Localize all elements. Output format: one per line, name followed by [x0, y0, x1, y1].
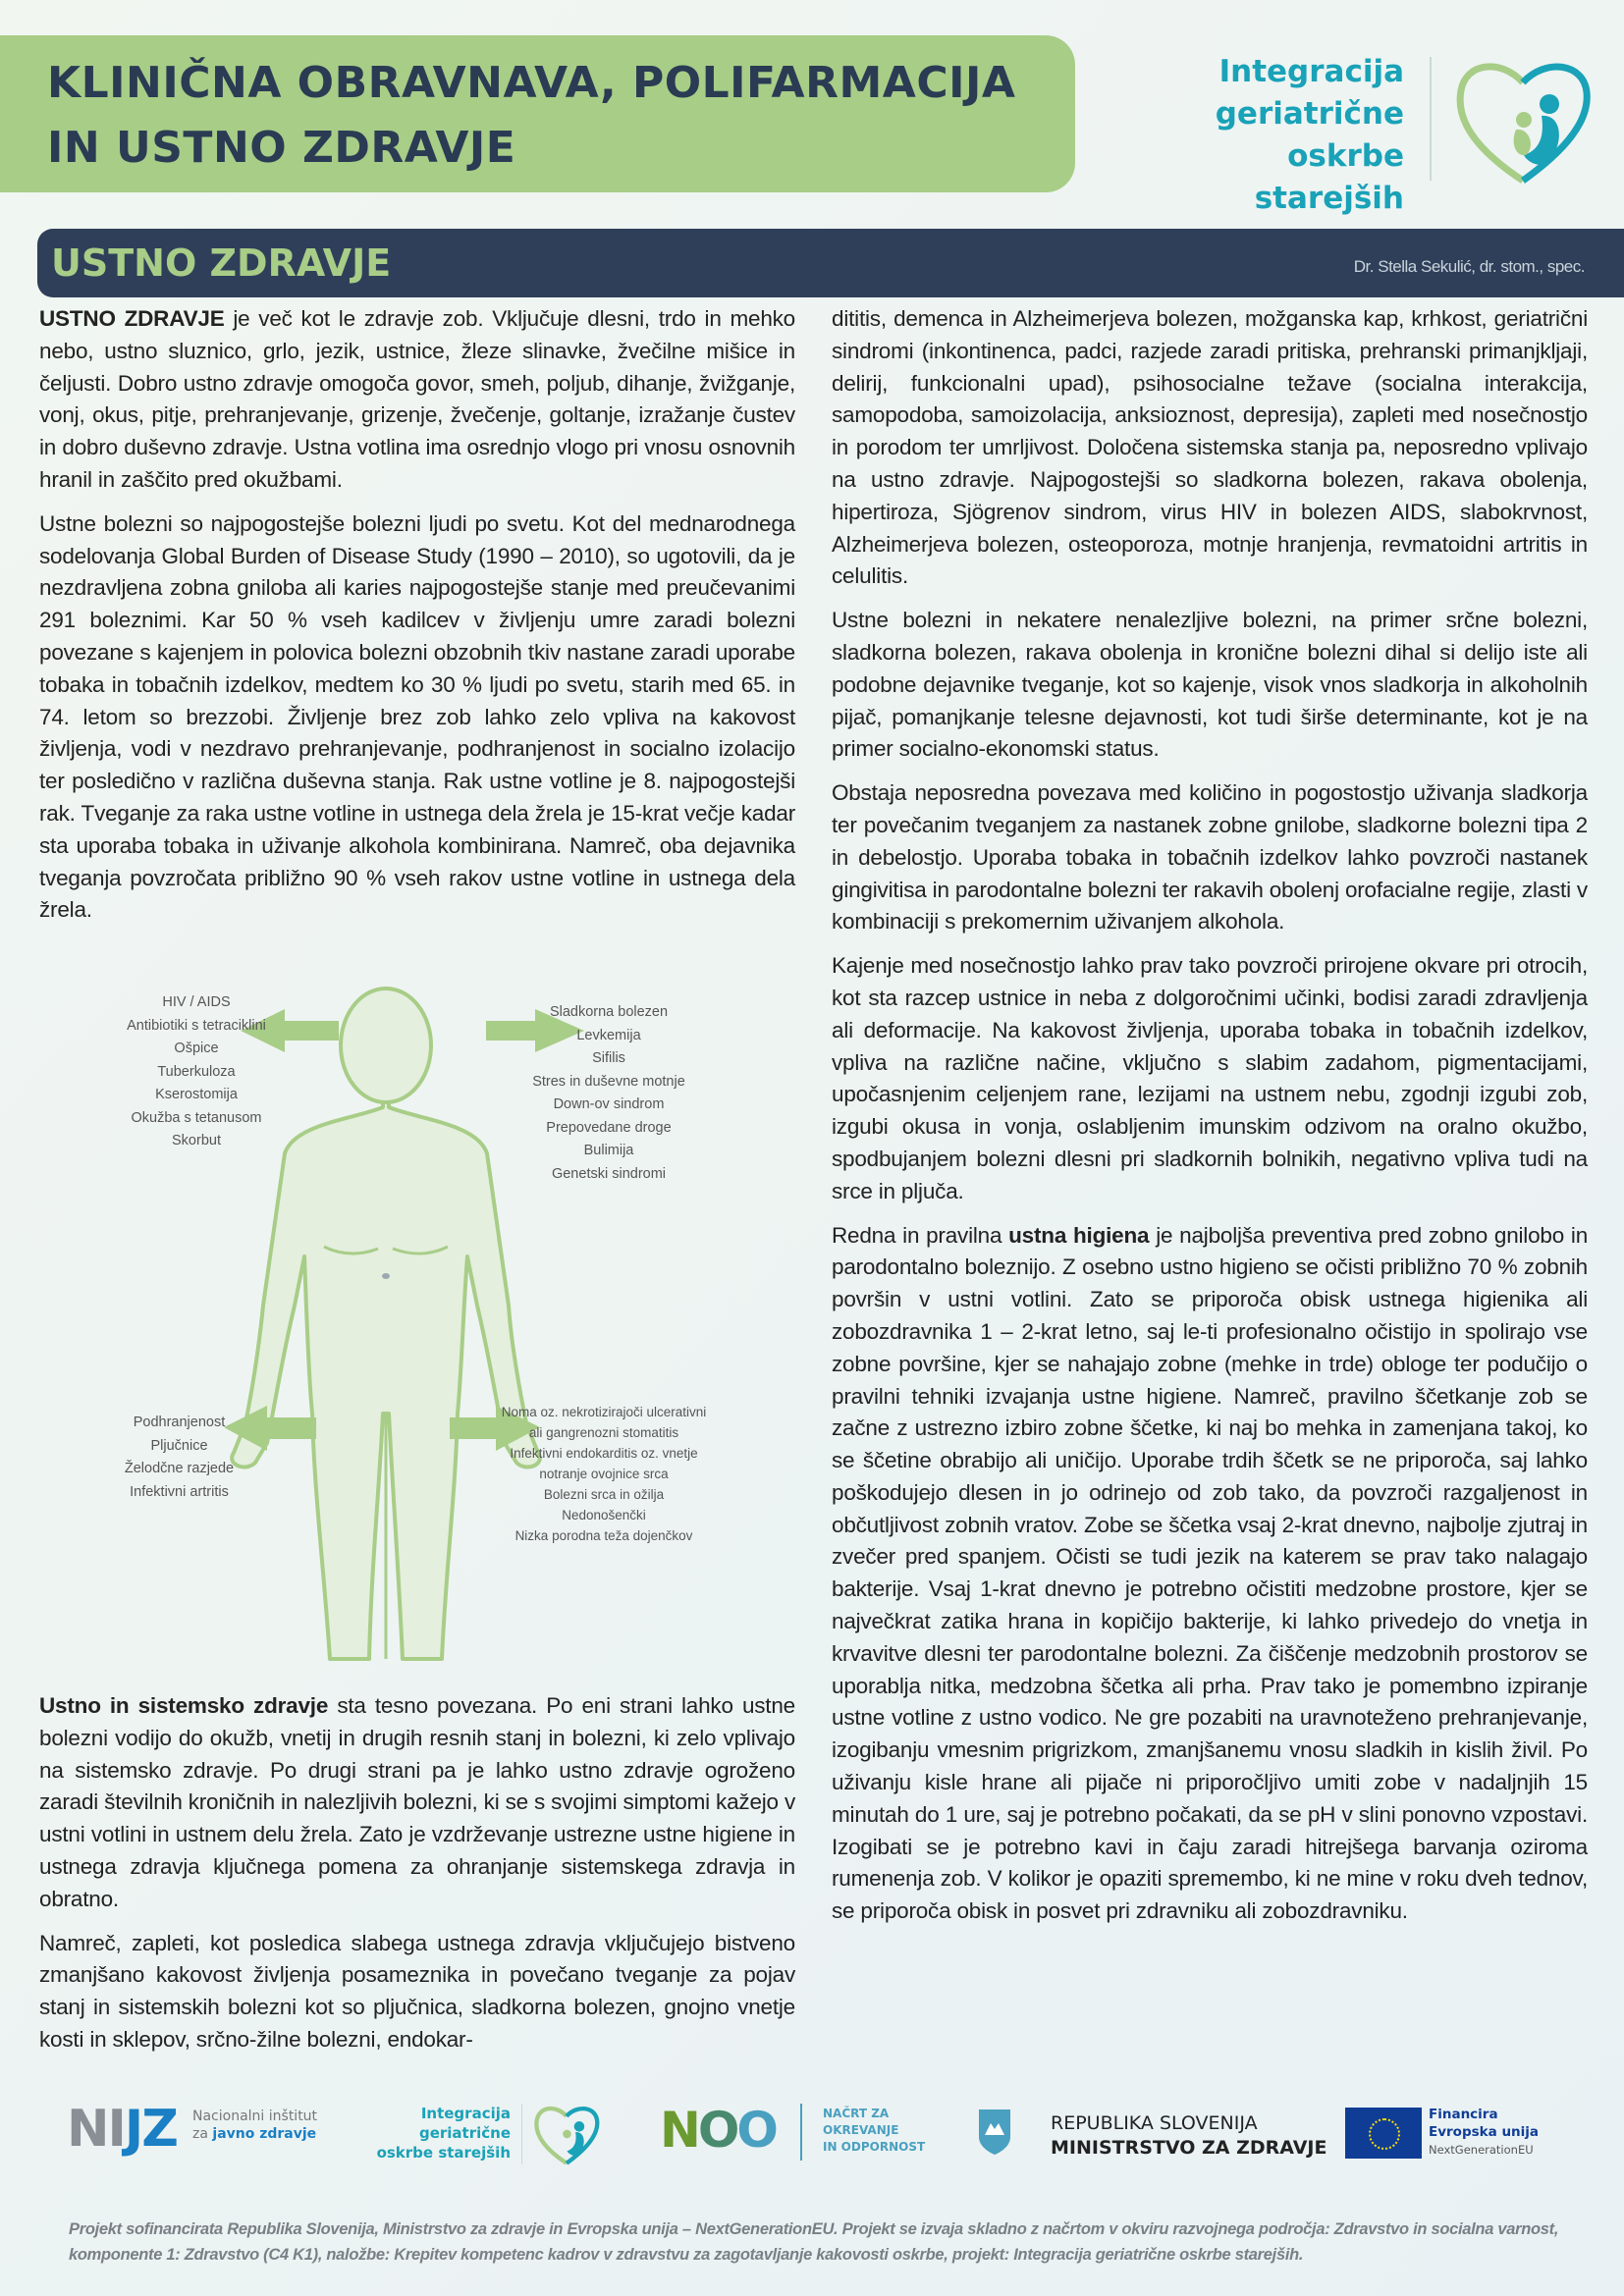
intro-text: je več kot le zdravje zob. Vključuje dlesni, trdo in mehko nebo, ustno sluznico, grlo, jezik, ustnice, žleze slinavke, žvečilne mišice in čeljusti. Dobro ustno zdravje omogoča govor, smeh, poljub, dihanje, žvižganje, vonj, okus, pitje, prehranjevanje, grizenje, žvečenje, goltanje, izražanje čustev in dobro duševno zdravje. Ustna votlina ima osrednjo vlogo pri vnosu osnovnih hranil in zaščito pred okužbami.	[39, 306, 795, 492]
body-diagram	[98, 982, 746, 1669]
paragraph-intro	[39, 303, 795, 497]
head-outline	[341, 988, 431, 1102]
list-item: Prepovedane droge	[546, 1119, 672, 1136]
list-item: ali gangrenozni stomatitis	[528, 1425, 679, 1440]
list-item: Bolezni srca in ožilja	[543, 1487, 665, 1502]
navel-icon	[382, 1273, 390, 1279]
heart-with-people-icon	[1451, 53, 1595, 187]
brand-name	[1129, 51, 1404, 220]
list-item: Ošpice	[174, 1041, 219, 1056]
list-item: Down-ov sindrom	[553, 1096, 665, 1112]
noo-line-3: IN ODPORNOST	[823, 2140, 926, 2154]
left-column-bottom	[39, 1690, 795, 2068]
list-item: HIV / AIDS	[162, 994, 231, 1010]
nijz-text	[192, 2108, 317, 2143]
noo-line-2: OKREVANJE	[823, 2123, 899, 2137]
paragraph-hygiene	[832, 1220, 1588, 1929]
paragraph-smoking: Kajenje med nosečnostjo lahko prav tako povzroči prirojene okvare pri otrocih, kot sta razcep ustnice in neba z dolgoročnimi učinki, bodisi zaradi zdravljenja ali deformacije. Na kakovost življenja, uporaba tobaka in tobačnih izdelkov, vpliva na različne načine, vključno s slabim zadahom, pigmentacijami, upočasnjenim celjenjem rane, lezijami na ustnem nebu, zgodnji izgubi zob, izgubi okusa in vonja, oslabljenim imunskim odzivom na oralno okužbo, spodbujanjem bolezni dlesni pri sladkornih bolnikih, negativno vpliva tudi na srce in pljuča.	[832, 953, 1588, 1203]
paragraph-sugar-tobacco: Obstaja neposredna povezava med količino in pogostostjo uživanja sladkorja ter povečanim tveganjem za nastanek zobne gnilobe, sladkorne bolezni tipa 2 in debelostjo. Uporaba tobaka in tobačnih izdelkov lahko povzroči nastanek gingivitisa in parodontalne bolezni ter rakavih obolenj orofacialne regije, zlasti v kombinaciji s prekomernim uživanjem alkohola.	[832, 780, 1588, 934]
brand-line-3: oskrbe starejših	[1254, 138, 1404, 216]
paragraph-systemic	[39, 1690, 795, 1916]
brand-line-1: Integracija	[1218, 54, 1404, 89]
noo-text	[823, 2106, 925, 2156]
list-item: Genetski sindromi	[551, 1165, 667, 1182]
list-item: Infektivni endokarditis oz. vnetje	[510, 1446, 698, 1461]
list-item: Pljučnice	[150, 1437, 208, 1454]
slovenia-coat-of-arms-icon	[977, 2108, 1012, 2157]
list-top-right	[520, 1001, 697, 1186]
right-column	[832, 303, 1588, 1940]
noo-divider	[800, 2104, 802, 2161]
ministry-line-1: REPUBLIKA SLOVENIJA	[1051, 2112, 1258, 2134]
eu-line-2: Evropska unija	[1429, 2124, 1540, 2140]
list-item: Levkemija	[576, 1027, 641, 1043]
igos-text	[363, 2104, 511, 2163]
list-item: Noma oz. nekrotizirajoči ulcerativni	[501, 1405, 707, 1419]
paragraph-conditions: dititis, demenca in Alzheimerjeva bolezen, možganska kap, krhkost, geriatrični sindromi (inkontinenca, padci, razjede zaradi pritiska, prehranski primanjkljaji, delirij, funkcionalni upad), psihosocialne težave (socialna interakcija, samopodoba, samoizolacija, anksioznost, depresija), zapleti med nosečnostjo in porodom ter umrljivost. Določena sistemska stanja pa, neposredno vplivajo na ustno zdravje. Najpogostejši so sladkorna bolezen, rakava obolenja, hipertiroza, Sjögrenov sindrom, virus HIV in bolezen AIDS, slabokrvnost, Alzheimerjeva bolezen, osteoporoza, motnje hranjenja, revmatoidni artritis in celulitis.	[832, 306, 1588, 589]
systemic-bold-term: Ustno in sistemsko zdravje	[39, 1693, 329, 1718]
section-title: USTNO ZDRAVJE	[51, 241, 392, 285]
eu-line-1: Financira	[1429, 2107, 1498, 2122]
list-item: Podhranjenost	[133, 1415, 226, 1430]
list-top-left	[98, 991, 295, 1153]
list-item: Skorbut	[172, 1133, 221, 1148]
list-item: Nizka porodna teža dojenčkov	[514, 1528, 693, 1543]
page-title-line-2: IN USTNO ZDRAVJE	[47, 123, 516, 173]
list-bottom-left	[118, 1412, 241, 1504]
nijz-line-2-pre: za	[192, 2126, 213, 2142]
noo-mark: NOO	[660, 2102, 776, 2159]
list-item: Infektivni artritis	[130, 1483, 229, 1500]
partner-logos	[0, 2096, 1624, 2174]
list-item: Antibiotiki s tetraciklini	[127, 1017, 266, 1034]
brand-divider	[1430, 57, 1432, 181]
list-item: Bulimija	[583, 1143, 634, 1158]
heart-with-people-icon	[532, 2102, 601, 2166]
list-item: Tuberkuloza	[157, 1063, 236, 1080]
nijz-line-2-bold: javno zdravje	[212, 2126, 317, 2142]
nijz-mark: NIJZ	[67, 2100, 177, 2159]
hygiene-text: je najboljša preventiva pred zobno gnilobo in parodontalno boleznijo. Z osebno ustno higieno se očisti približno 70 % zobnih površin v ustni votlini. Zato se priporoča obisk ustnega higienika ali zobozdravnika 1 – 2-krat letno, saj le-ti profesionalno očistijo in spolirajo vse zobne površine, kjer se nahajajo zobne (mehke in trde) obloge ter podučijo o pravilni tehniki izvajanja ustne higiene. Namreč, pravilno ščetkanje zob se začne z ustrezno izbiro zobne ščetke, ki naj bo mehka in zamenjana takoj, ko se ščetine obrabijo ali uničijo. Uporabe trdih ščetk se ne priporoča, saj lahko poškodujejo dlesen in jo odrinejo od zob tako, da povzroči razgaljenost in občutljivost zobnih vratov. Zobe se ščetka vsaj 2-krat dnevno, najbolje zjutraj in zvečer pred spanjem. Očisti se tudi jezik na katerem se prav tako nalagajo bakterije. Vsaj 1-krat dnevno je potrebno očistiti medzobne prostore, kjer se največkrat zatika hrana in kopičijo bakterije, ki lahko privedejo do vnetja in krvavitve dlesni ter parodontalne bolezni. Za čiščenje medzobnih prostorov se uporablja nitka, medzobna ščetka ali prha. Prav tako je pomembno izpiranje ustne votline z ustno vodico. Ne gre pozabiti na uravnoteženo prehranjevanje, izogibanju vmesnim prigrizkom, zmanjšanemu vnosu sladkih in kislih živil. Po uživanju kisle hrane ali pijače ni priporočljivo umiti zobe v nadaljnjih 15 minutah do 1 ure, saj je potrebno počakati, da se pH v slini ponovno vzpostavi. Izogibati se je potrebno kavi in čaju zaradi hitrejšega barvanja oziroma rumenenja zob. V kolikor je opaziti spremembo, ki ne mine v roku dveh tednov, se priporoča obisk in posvet pri zdravniku ali zobozdravniku.	[832, 1222, 1589, 1924]
hygiene-pre: Redna in pravilna	[832, 1222, 1009, 1248]
nijz-line-1: Nacionalni inštitut	[192, 2109, 318, 2124]
list-item: Sladkorna bolezen	[549, 1004, 669, 1020]
list-item: Kserostomija	[155, 1087, 238, 1102]
intro-bold-term: USTNO ZDRAVJE	[39, 306, 225, 331]
list-item: Sifilis	[592, 1050, 625, 1066]
igos-divider	[521, 2104, 522, 2164]
igos-line-2: geriatrične	[418, 2124, 511, 2142]
left-column-top	[39, 303, 795, 938]
eu-line-3: NextGenerationEU	[1429, 2143, 1534, 2157]
author-credit: Dr. Stella Sekulić, dr. stom., spec.	[1353, 257, 1585, 276]
eu-text	[1429, 2106, 1539, 2159]
list-item: Nedonošenčki	[562, 1508, 646, 1522]
list-item: Želodčne razjede	[124, 1461, 235, 1476]
paragraph-complications: Namreč, zapleti, kot posledica slabega ustnega zdravja vključujejo bistveno zmanjšano kakovost življenja posameznika in povečano tveganje za pojav stanj in sistemskih bolezni kot so pljučnica, sladkorna bolezen, gnojno vnetje kosti in sklepov, srčno-žilne bolezni, endokar-	[39, 1930, 795, 2052]
hygiene-bold-term: ustna higiena	[1008, 1222, 1150, 1248]
page-title-line-1: KLINIČNA OBRAVNAVA, POLIFARMACIJA	[47, 58, 1016, 108]
ministry-line-2: MINISTRSTVO ZA ZDRAVJE	[1051, 2137, 1327, 2159]
igos-line-1: Integracija	[420, 2105, 511, 2122]
noo-line-1: NAČRT ZA	[823, 2107, 890, 2120]
list-item: notranje ovojnice srca	[539, 1467, 669, 1481]
igos-line-3: oskrbe starejših	[376, 2144, 511, 2162]
page-title	[47, 51, 1015, 181]
eu-flag-icon	[1345, 2108, 1422, 2159]
ministry-text	[1051, 2111, 1326, 2161]
paragraph-prevalence: Ustne bolezni so najpogostejše bolezni ljudi po svetu. Kot del mednarodnega sodelovanja Global Burden of Disease Study (1990 – 2010), so ugotovili, da je nezdravljena zobna gniloba ali karies najpogostejše stanje med preučevanimi 291 boleznimi. Kar 50 % vseh kadilcev v življenju umre zaradi bolezni povezane s kajenjem in polovica bolezni obzobnih tkiv nastane zaradi uporabe tobaka in tobačnih izdelkov, medtem ko 30 % ljudi po svetu, starih med 65. in 74. letom so brezzobi. Življenje brez zob lahko zelo vpliva na kakovost življenja, vodi v nezdravo prehranjevanje, podhranjenost in socialno izolacijo ter posledično v različna duševna stanja. Rak ustne votline je 8. najpogostejši rak. Tveganje za raka ustne votline in ustnega dela žrela je 15-krat večje kadar sta uporaba tobaka in uživanje alkohola kombinirana. Namreč, oba dejavnika tveganja povzročata približno 90 % vseh rakov ustne votline in ustnega dela žrela.	[39, 510, 795, 923]
list-bottom-right	[486, 1402, 722, 1546]
brand-line-2: geriatrične	[1215, 96, 1404, 132]
list-item: Stres in duševne motnje	[532, 1073, 685, 1090]
paragraph-risk-factors: Ustne bolezni in nekatere nenalezljive bolezni, na primer srčne bolezni, sladkorna bolezen, rakava obolenja in kronične bolezni dihal si delijo iste ali podobne dejavnike tveganje, kot so kajenje, visok vnos sladkorja in alkoholnih pijač, pomanjkanje telesne dejavnosti, kot tudi širše determinante, kot je na primer socialno-ekonomski status.	[832, 608, 1588, 762]
systemic-text: sta tesno povezana. Po eni strani lahko ustne bolezni vodijo do okužb, vnetij in drugih resnih stanj in bolezni, ki zelo vplivajo na sistemsko zdravje. Po drugi strani pa je lahko ustno zdravje ogroženo zaradi številnih kroničnih in nalezljivih bolezni, ki se s svojimi simptomi kažejo v ustni votlini in ustnem delu žrela. Zato je vzdrževanje ustrezne ustne higiene in ustnega zdravja ključnega pomena za ohranjanje sistemskega zdravja in obratno.	[39, 1693, 795, 1911]
funding-statement: Projekt sofinancirata Republika Slovenija, Ministrstvo za zdravje in Evropska unija – NextGenerationEU. Projekt se izvaja skladno z načrtom v okviru razvojnega področja: Zdravstvo in socialna varnost, komponente 1: Zdravstvo (C4 K1), naložbe: Krepitev kompetenc kadrov v zdravstvu za zagotavljanje kakovosti oskrbe, projekt: Integracija geriatrične oskrbe starejših.	[69, 2220, 1559, 2264]
list-item: Okužba s tetanusom	[131, 1109, 262, 1126]
